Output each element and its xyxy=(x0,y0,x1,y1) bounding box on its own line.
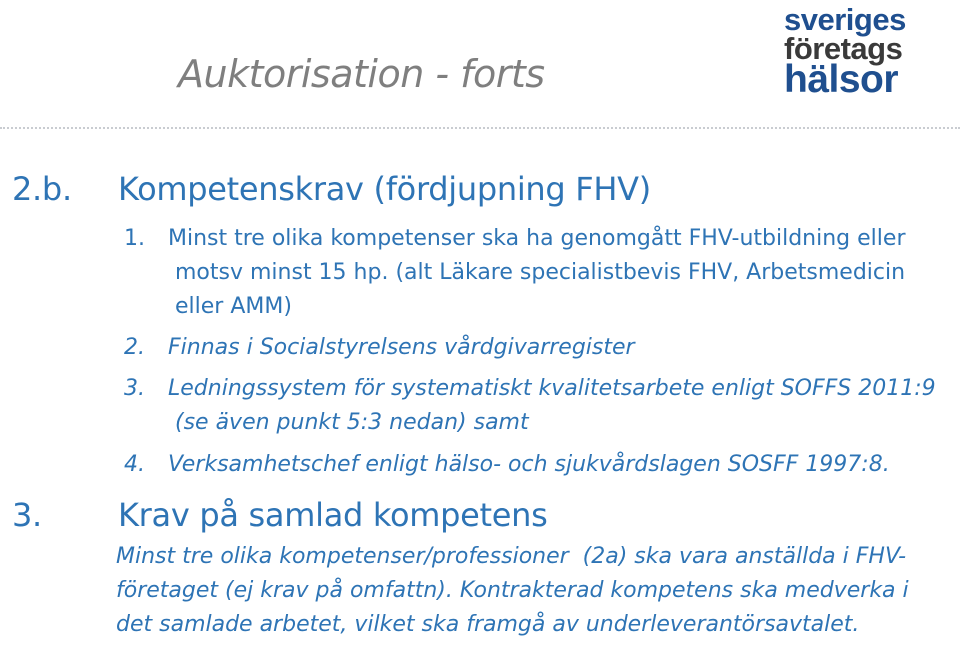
list-item-3 xyxy=(124,372,954,440)
section-3 xyxy=(12,496,912,536)
list-item-3-number: 3. xyxy=(124,376,145,401)
list-item-1-line-2: motsv minst 15 hp. (alt Läkare specialistbevis FHV, Arbetsmedicin xyxy=(175,260,906,285)
section-3-paragraph-line-1: Minst tre olika kompetenser/professioner (2a) ska vara anställda i FHV- xyxy=(116,544,907,569)
section-2b-number: 2.b. xyxy=(12,170,72,208)
title-divider xyxy=(0,127,960,129)
list-item-2-number: 2. xyxy=(124,335,145,360)
logo-line-3: hälsor xyxy=(784,58,899,101)
section-2b-heading: Kompetenskrav (fördjupning FHV) xyxy=(118,170,651,208)
section-3-paragraph-line-3: det samlade arbetet, vilket ska framgå av underleverantörsavtalet. xyxy=(116,612,860,637)
list-item-4-number: 4. xyxy=(124,452,145,477)
section-3-number: 3. xyxy=(12,496,42,534)
logo-line-2: företags xyxy=(784,31,903,66)
sveriges-foretagshalsor-logo xyxy=(784,4,944,99)
list-item-3-line-1: Ledningssystem för systematiskt kvalitetsarbete enligt SOFFS 2011:9 xyxy=(168,376,936,401)
slide-title: Auktorisation - forts xyxy=(178,52,545,96)
list-item-1-line-3: eller AMM) xyxy=(175,294,292,319)
list-item-1 xyxy=(124,222,954,324)
list-item-1-number: 1. xyxy=(124,226,145,251)
logo-line-1: sveriges xyxy=(784,2,906,37)
section-2b xyxy=(12,170,912,210)
list-item-2-line-1: Finnas i Socialstyrelsens vårdgivarregister xyxy=(168,335,635,360)
section-3-paragraph-line-2: företaget (ej krav på omfattn). Kontrakterad kompetens ska medverka i xyxy=(116,578,909,603)
list-item-2 xyxy=(124,331,954,365)
list-item-4-line-1: Verksamhetschef enligt hälso- och sjukvårdslagen SOSFF 1997:8. xyxy=(168,452,890,477)
list-item-4 xyxy=(124,448,954,482)
list-item-3-line-2: (se även punkt 5:3 nedan) samt xyxy=(175,410,529,435)
list-item-1-line-1: Minst tre olika kompetenser ska ha genomgått FHV-utbildning eller xyxy=(168,226,906,251)
section-3-paragraph xyxy=(116,540,952,642)
section-3-heading: Krav på samlad kompetens xyxy=(118,496,548,534)
